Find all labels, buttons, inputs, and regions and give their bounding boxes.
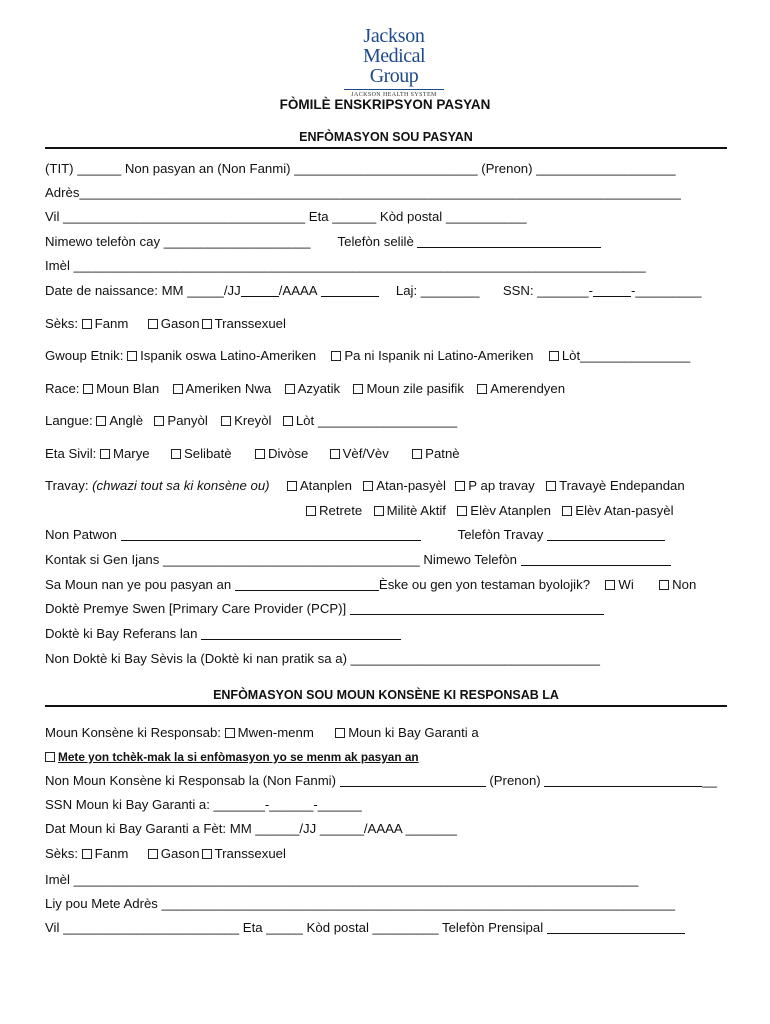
race-native-label: Amerendyen [490, 381, 566, 396]
same-as-patient-checkbox[interactable] [45, 752, 55, 762]
employment-line-1 [45, 478, 685, 494]
same-as-patient-line [45, 749, 419, 765]
emp-parttime-label: Atan-pasyèl [376, 478, 446, 493]
work-phone-label: Telefòn Travay [457, 527, 544, 542]
civil-partner-label: Patnè [425, 446, 460, 461]
cell-phone-field[interactable] [417, 235, 601, 248]
civil-label: Eta Sivil: [45, 446, 97, 461]
emp-unemployed-checkbox[interactable] [455, 481, 465, 491]
emp-military-checkbox[interactable] [374, 506, 384, 516]
lang-creole-checkbox[interactable] [221, 416, 231, 426]
resp-sex-male-label: Gason [160, 846, 200, 861]
employer-label: Non Patwon [45, 527, 117, 542]
resp-firstname-tail: __ [702, 773, 718, 788]
resp-address-line[interactable]: Liy pou Mete Adrès ______________________________________________________________________ [45, 896, 675, 911]
logo-line3: JACKSON HEALTH SYSTEM [351, 92, 437, 98]
resp-sex-trans-checkbox[interactable] [202, 849, 212, 859]
emp-selfemployed-checkbox[interactable] [546, 481, 556, 491]
section-divider [45, 147, 727, 149]
home-phone-field[interactable]: Nimewo telefòn cay ____________________ [45, 234, 311, 249]
ethnic-non-hispanic-checkbox[interactable] [331, 351, 341, 361]
sex-label: Sèks: [45, 316, 78, 331]
emp-student-ft-checkbox[interactable] [457, 506, 467, 516]
race-label: Race: [45, 381, 80, 396]
resp-email-line[interactable]: Imèl _____________________________________________________________________________ [45, 872, 639, 887]
dob-yyyy-label: /AAAA [278, 283, 317, 298]
pcp-field[interactable] [350, 602, 604, 615]
race-black-checkbox[interactable] [173, 384, 183, 394]
race-black-label: Ameriken Nwa [185, 381, 272, 396]
resp-ssn-line[interactable]: SSN Moun ki Bay Garanti a: _______-______-______ [45, 797, 362, 812]
living-will-yes-label: Wi [618, 577, 634, 592]
living-will-label: Èske ou gen yon testaman byolojik? [378, 577, 591, 592]
emp-retired-checkbox[interactable] [306, 506, 316, 516]
civil-single-checkbox[interactable] [171, 449, 181, 459]
resp-self-label: Mwen-menm [237, 725, 314, 740]
race-white-label: Moun Blan [96, 381, 160, 396]
ethnic-hispanic-checkbox[interactable] [127, 351, 137, 361]
sex-female-checkbox[interactable] [82, 319, 92, 329]
phone-line [45, 234, 601, 250]
servicing-doctor-line[interactable]: Non Doktè ki Bay Sèvis la (Doktè ki nan pratik sa a) __________________________________ [45, 651, 601, 666]
emp-parttime-checkbox[interactable] [363, 481, 373, 491]
emergency-line [45, 552, 671, 568]
ethnic-label: Gwoup Etnik: [45, 348, 124, 363]
resp-guarantor-checkbox[interactable] [335, 728, 345, 738]
race-pacific-label: Moun zile pasifik [366, 381, 464, 396]
civil-status-line [45, 446, 460, 462]
resp-sex-male-checkbox[interactable] [148, 849, 158, 859]
lang-spanish-label: Panyòl [167, 413, 208, 428]
civil-widowed-label: Vèf/Vèv [342, 446, 389, 461]
referring-field[interactable] [201, 627, 401, 640]
ssn-field-2[interactable] [593, 284, 631, 297]
referring-label: Doktè ki Bay Referans lan [45, 626, 198, 641]
race-asian-label: Azyatik [297, 381, 341, 396]
ethnic-hispanic-label: Ispanik oswa Latino-Ameriken [140, 348, 317, 363]
living-will-no-checkbox[interactable] [659, 580, 669, 590]
section-responsible-party: ENFÒMASYON SOU MOUN KONSÈNE KI RESPONSAB LA [213, 688, 559, 702]
resp-guarantor-label: Moun ki Bay Garanti a [348, 725, 479, 740]
civil-single-label: Selibatè [183, 446, 232, 461]
resp-name-line [45, 773, 717, 789]
emp-student-pt-label: Elèv Atan-pasyèl [575, 503, 674, 518]
same-as-patient-label: Mete yon tchèk-mak la si enfòmasyon yo se menm ak pasyan an [58, 750, 419, 764]
city-line[interactable]: Vil _________________________________ Eta ______ Kòd postal ___________ [45, 209, 527, 224]
sex-male-label: Gason [160, 316, 200, 331]
relationship-field[interactable] [235, 578, 379, 591]
sex-trans-checkbox[interactable] [202, 319, 212, 329]
ssn-field-3[interactable]: -_________ [631, 283, 702, 298]
resp-sex-label: Sèks: [45, 846, 78, 861]
resp-sex-line [45, 846, 286, 862]
sex-trans-label: Transsexuel [214, 316, 286, 331]
emp-fulltime-label: Atanplen [299, 478, 352, 493]
civil-partner-checkbox[interactable] [412, 449, 422, 459]
employment-line-2 [306, 503, 674, 519]
dob-label: Date de naissance: MM _____/JJ [45, 283, 241, 298]
living-will-no-label: Non [672, 577, 697, 592]
resp-dob-line[interactable]: Dat Moun ki Bay Garanti a Fèt: MM ______/JJ ______/AAAA _______ [45, 821, 457, 836]
lang-other-label: Lòt ___________________ [295, 413, 458, 428]
dob-year-field[interactable] [321, 284, 379, 297]
resp-city-line [45, 920, 685, 936]
ethnic-line [45, 348, 690, 364]
employment-label: Travay: [45, 478, 89, 493]
employer-field[interactable] [121, 528, 421, 541]
jackson-medical-group-logo [338, 25, 450, 98]
emp-unemployed-label: P ap travay [468, 478, 535, 493]
dob-line [45, 283, 701, 299]
logo-line2: Medical Group [362, 45, 426, 87]
lang-creole-label: Kreyòl [234, 413, 272, 428]
emp-retired-label: Retrete [319, 503, 363, 518]
resp-firstname-label: (Prenon) [489, 773, 541, 788]
sex-male-checkbox[interactable] [148, 319, 158, 329]
employer-line [45, 527, 665, 543]
emp-military-label: Militè Aktif [386, 503, 446, 518]
lang-english-label: Anglè [109, 413, 144, 428]
resp-lastname-field[interactable] [340, 774, 486, 787]
section-divider-2 [45, 705, 727, 707]
ssn-field-1[interactable]: SSN: _______- [502, 283, 594, 298]
civil-married-label: Marye [112, 446, 150, 461]
work-phone-field[interactable] [547, 528, 665, 541]
lang-other-checkbox[interactable] [283, 416, 293, 426]
name-line[interactable]: (TIT) ______ Non pasyan an (Non Fanmi) _________________________ (Prenon) ___________________ [45, 161, 676, 176]
resp-city-field[interactable]: Vil ________________________ Eta _____ Kòd postal _________ Telefòn Prensipal [45, 920, 544, 935]
race-pacific-checkbox[interactable] [353, 384, 363, 394]
ethnic-other-checkbox[interactable] [549, 351, 559, 361]
emergency-phone-field[interactable] [521, 553, 671, 566]
age-field[interactable]: Laj: ________ [395, 283, 480, 298]
sex-line [45, 316, 286, 332]
sex-female-label: Fanm [94, 316, 129, 331]
relationship-label: Sa Moun nan ye pou pasyan an [45, 577, 232, 592]
civil-divorced-checkbox[interactable] [255, 449, 265, 459]
emergency-contact-field[interactable]: Kontak si Gen Ijans ___________________________________ Nimewo Telefòn [45, 552, 517, 567]
ethnic-non-hispanic-label: Pa ni Ispanik ni Latino-Ameriken [344, 348, 534, 363]
employment-hint: (chwazi tout sa ki konsène ou) [92, 478, 270, 493]
resp-self-checkbox[interactable] [225, 728, 235, 738]
logo-line1: Jackson [363, 25, 425, 47]
lang-english-checkbox[interactable] [96, 416, 106, 426]
responsible-party-line [45, 725, 479, 741]
resp-main-phone-field[interactable] [547, 921, 685, 934]
language-label: Langue: [45, 413, 93, 428]
civil-widowed-checkbox[interactable] [330, 449, 340, 459]
language-line [45, 413, 457, 429]
ethnic-other-label: Lòt_______________ [561, 348, 691, 363]
relationship-line [45, 577, 696, 593]
emp-student-pt-checkbox[interactable] [562, 506, 572, 516]
civil-married-checkbox[interactable] [100, 449, 110, 459]
resp-name-label: Non Moun Konsène ki Responsab la (Non Fanmi) [45, 773, 337, 788]
race-native-checkbox[interactable] [477, 384, 487, 394]
resp-firstname-field[interactable] [544, 774, 702, 787]
pcp-label: Doktè Premye Swen [Primary Care Provider (PCP)] [45, 601, 347, 616]
address-line[interactable]: Adrès__________________________________________________________________________________ [45, 185, 681, 200]
civil-divorced-label: Divòse [267, 446, 309, 461]
race-asian-checkbox[interactable] [285, 384, 295, 394]
emp-student-ft-label: Elèv Atanplen [470, 503, 551, 518]
resp-sex-female-label: Fanm [94, 846, 129, 861]
resp-sex-trans-label: Transsexuel [214, 846, 286, 861]
dob-dd-field[interactable] [241, 284, 279, 297]
cell-phone-label: Telefòn selilè [337, 234, 414, 249]
section-patient-info: ENFÒMASYON SOU PASYAN [299, 130, 473, 144]
referring-line [45, 626, 401, 642]
emp-fulltime-checkbox[interactable] [287, 481, 297, 491]
resp-sex-female-checkbox[interactable] [82, 849, 92, 859]
race-line [45, 381, 565, 397]
pcp-line [45, 601, 604, 617]
lang-spanish-checkbox[interactable] [154, 416, 164, 426]
race-white-checkbox[interactable] [83, 384, 93, 394]
living-will-yes-checkbox[interactable] [605, 580, 615, 590]
logo-rule [344, 89, 444, 90]
emp-selfemployed-label: Travayè Endepandan [559, 478, 685, 493]
responsible-label: Moun Konsène ki Responsab: [45, 725, 221, 740]
email-line[interactable]: Imèl ______________________________________________________________________________ [45, 258, 646, 273]
form-title: FÒMILÈ ENSKRIPSYON PASYAN [279, 97, 491, 112]
